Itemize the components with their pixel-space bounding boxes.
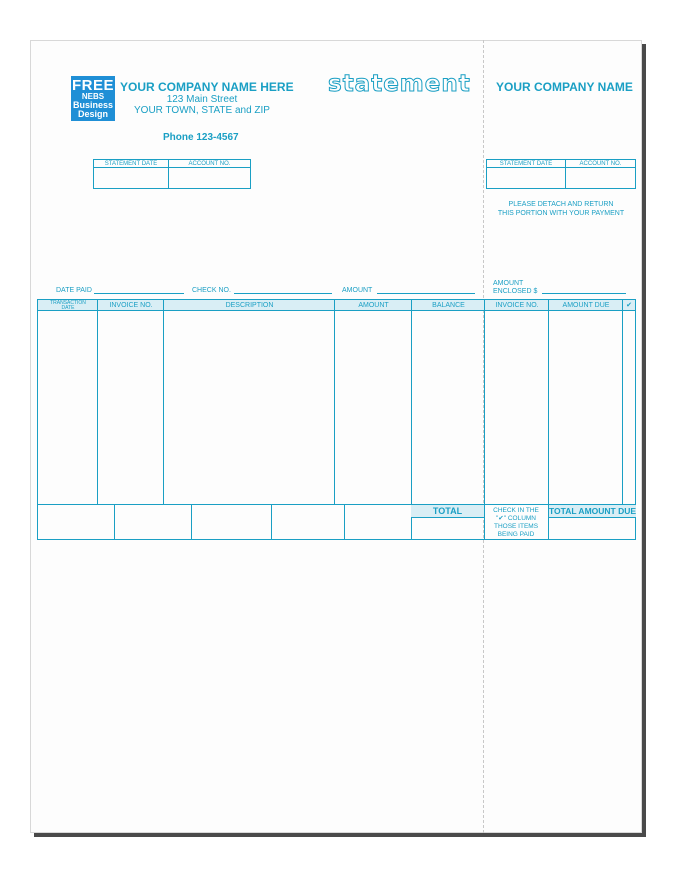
col-divider-2 <box>163 299 164 504</box>
amount-enclosed-line[interactable] <box>542 293 626 294</box>
logo-design: Design <box>77 109 108 119</box>
col-divider-1 <box>97 299 98 504</box>
account-no-label: ACCOUNT NO. <box>168 160 250 188</box>
table-body <box>37 310 636 540</box>
logo-nebs: NEBS <box>81 92 105 101</box>
document-title: statement <box>328 71 471 97</box>
col-invoice-no: INVOICE NO. <box>109 302 153 309</box>
check-note-line-4: BEING PAID <box>497 531 535 538</box>
detach-line-1: PLEASE DETACH AND RETURN <box>508 201 614 208</box>
footer-divider <box>37 504 636 505</box>
col-transaction-date <box>38 300 98 310</box>
amount-enclosed-label <box>493 280 537 296</box>
check-note-line-3: THOSE ITEMS <box>493 523 539 530</box>
logo-free: FREE <box>72 77 115 94</box>
stub-account-no-label: ACCOUNT NO. <box>565 160 635 188</box>
statement-info-box <box>93 159 251 189</box>
date-paid-label: DATE PAID <box>56 287 92 294</box>
detach-instructions <box>486 200 636 218</box>
amount-label: AMOUNT <box>342 287 373 294</box>
nebs-logo <box>71 76 115 121</box>
company-phone: Phone 123-4567 <box>163 132 239 143</box>
col-transaction-date-line-1: TRANSACTION <box>50 300 86 306</box>
check-note-line-1: CHECK IN THE <box>493 507 539 514</box>
company-town: YOUR TOWN, STATE and ZIP <box>134 105 270 116</box>
total-amount-due-divider <box>548 517 636 518</box>
company-name: YOUR COMPANY NAME HERE <box>120 80 294 94</box>
logo-business: Business <box>72 100 114 110</box>
col-amount-due: AMOUNT DUE <box>562 302 610 309</box>
aging-divider-4 <box>344 504 345 540</box>
col-divider-7 <box>622 299 623 504</box>
col-check: ✔ <box>626 302 632 309</box>
check-no-label: CHECK NO. <box>192 287 231 294</box>
aging-divider-2 <box>191 504 192 540</box>
company-street: 123 Main Street <box>166 94 238 105</box>
col-description: DESCRIPTION <box>225 302 274 309</box>
amount-line[interactable] <box>377 293 475 294</box>
col-transaction-date-line-2: DATE <box>61 305 75 311</box>
check-column-note <box>484 507 548 539</box>
statement-date-label: STATEMENT DATE <box>104 161 158 167</box>
total-amount-due-label: TOTAL AMOUNT DUE <box>549 506 637 516</box>
check-note-line-2: "✔" COLUMN <box>495 515 537 522</box>
col-balance: BALANCE <box>432 302 465 309</box>
check-no-line[interactable] <box>234 293 332 294</box>
stub-info-box-divider <box>487 167 635 168</box>
total-divider <box>411 517 484 518</box>
detach-line-2: THIS PORTION WITH YOUR PAYMENT <box>497 210 625 217</box>
stub-company-name: YOUR COMPANY NAME <box>496 80 633 94</box>
aging-divider-3 <box>271 504 272 540</box>
stub-statement-date-label: STATEMENT DATE <box>499 161 553 167</box>
info-box-divider <box>94 167 250 168</box>
total-label: TOTAL <box>411 505 484 517</box>
col-stub-invoice-no: INVOICE NO. <box>495 302 539 309</box>
date-paid-line[interactable] <box>94 293 184 294</box>
col-amount: AMOUNT <box>358 302 389 309</box>
amount-enclosed-line-2: ENCLOSED $ <box>493 288 538 295</box>
stub-info-box <box>486 159 636 189</box>
col-divider-3 <box>334 299 335 504</box>
amount-enclosed-line-1: AMOUNT <box>493 280 524 287</box>
aging-divider-1 <box>114 504 115 540</box>
